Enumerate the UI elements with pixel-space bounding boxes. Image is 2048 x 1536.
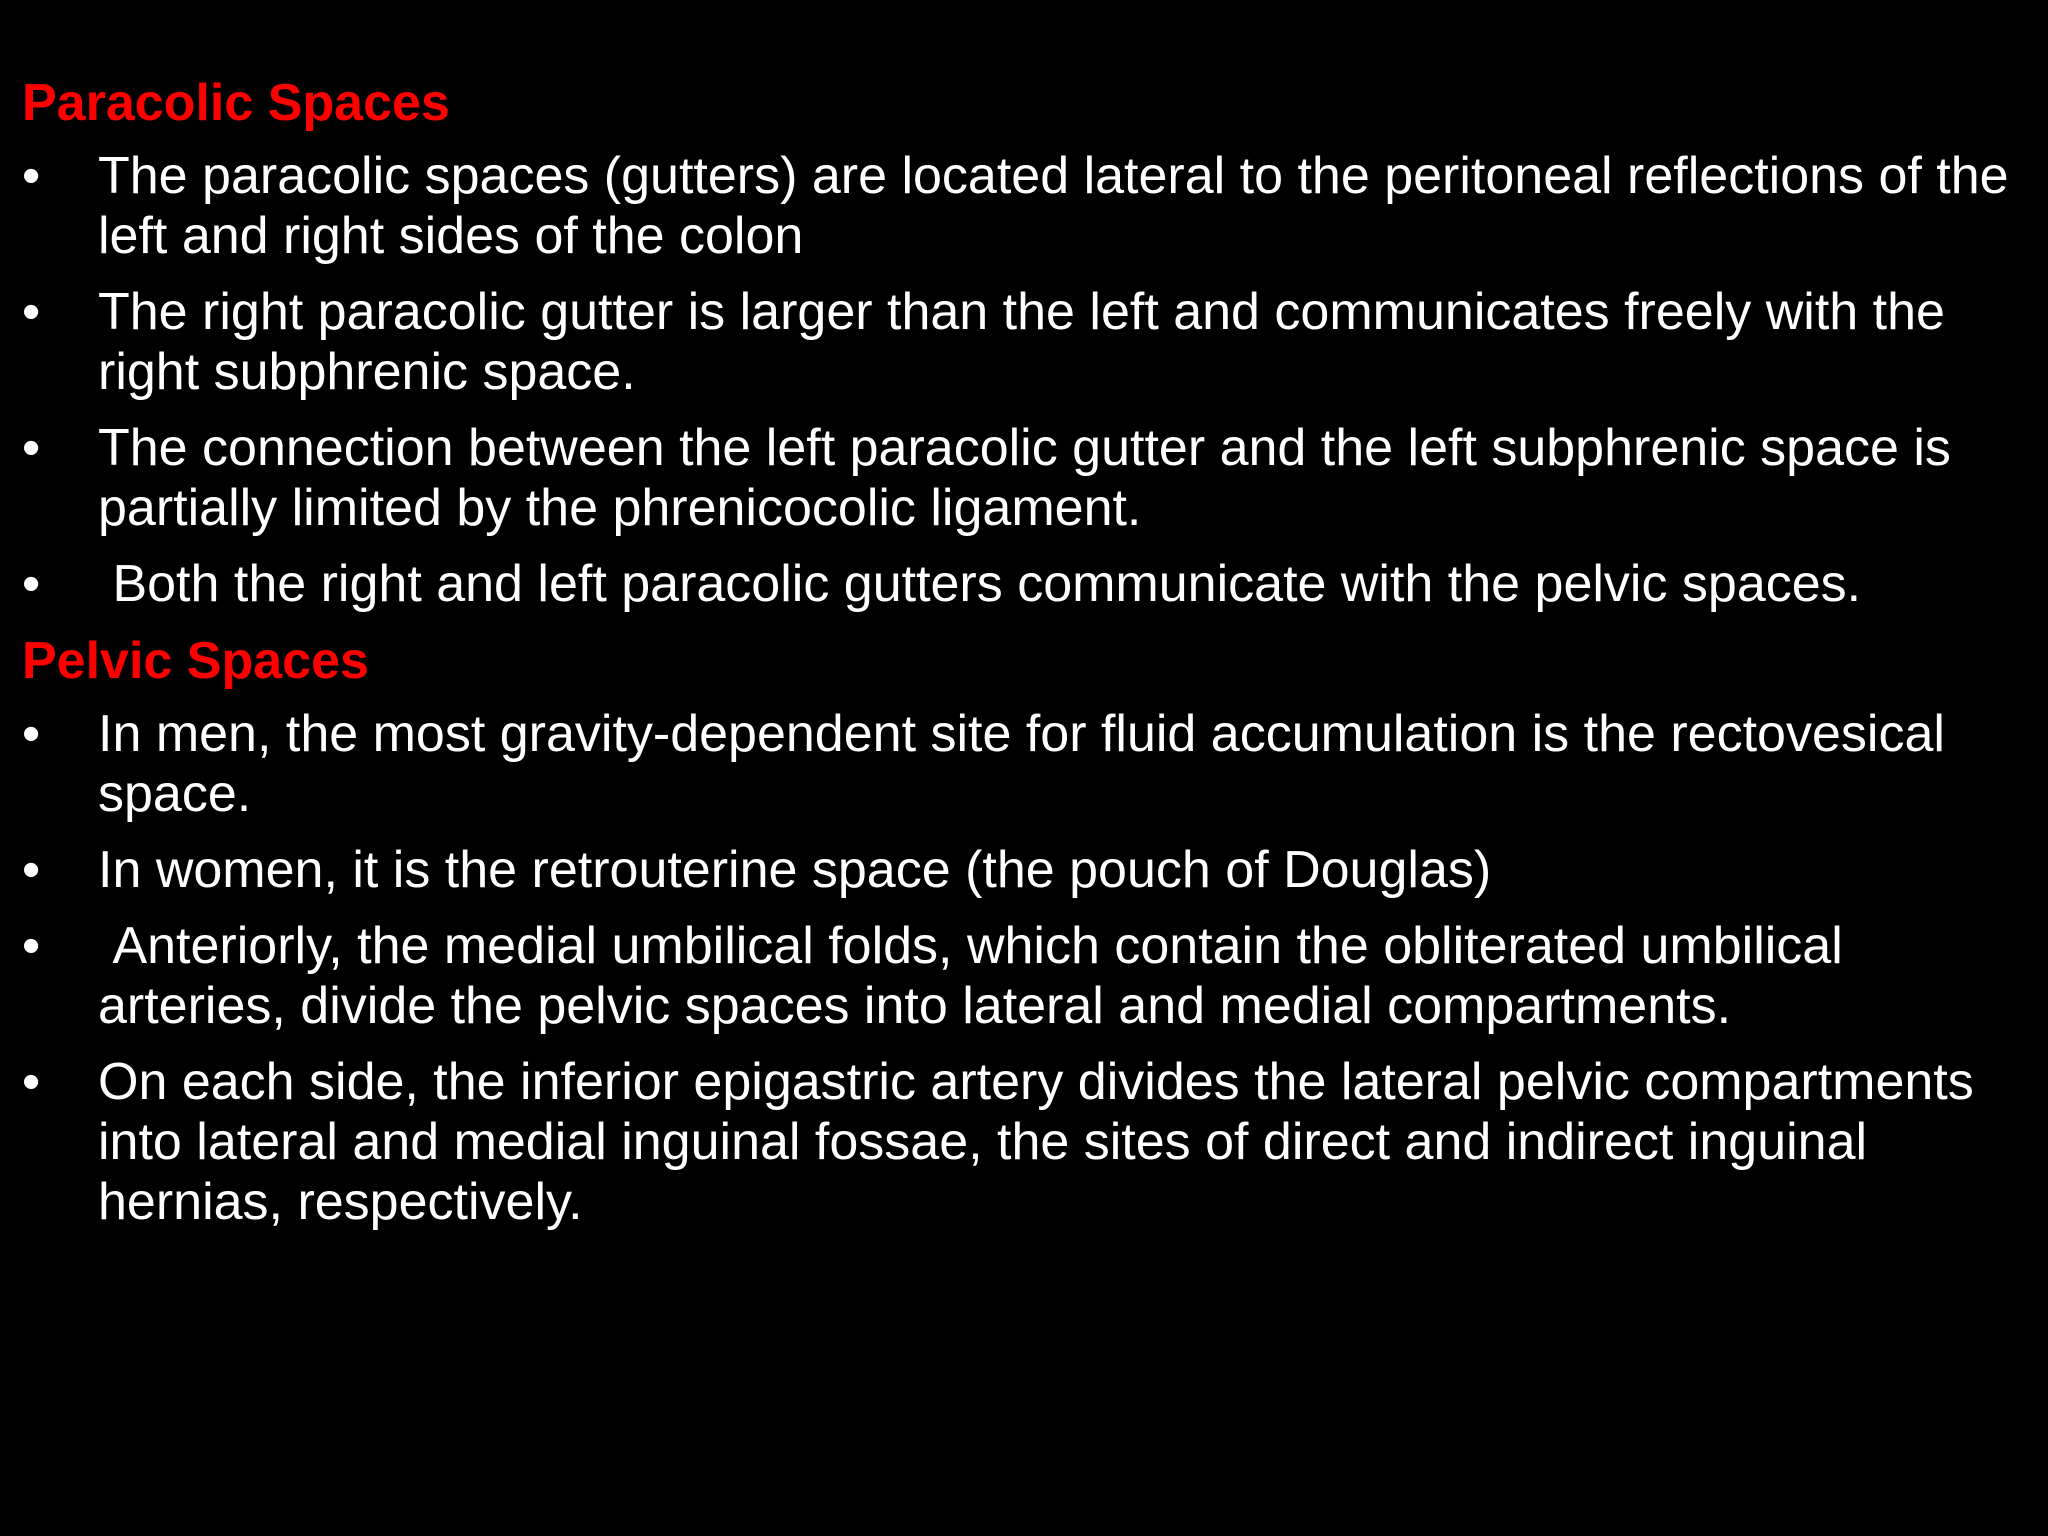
bullet-text: In women, it is the retrouterine space (the pouch of Douglas) <box>98 841 1492 899</box>
list-item <box>22 916 2032 1036</box>
list-item <box>22 704 2032 824</box>
list-item <box>22 418 2032 538</box>
bullet-icon: • <box>22 841 41 899</box>
list-item <box>22 1052 2032 1232</box>
bullet-icon: • <box>22 283 41 341</box>
bullet-text: In men, the most gravity-dependent site for fluid accumulation is the rectovesical space. <box>98 705 1945 823</box>
list-item <box>22 554 2032 614</box>
bullet-icon: • <box>22 419 41 477</box>
bullet-text: The paracolic spaces (gutters) are located lateral to the peritoneal reflections of the left and right sides of the colon <box>98 147 2009 265</box>
bullet-text: Anteriorly, the medial umbilical folds, which contain the obliterated umbilical arteries, divide the pelvic spaces into lateral and medial compartments. <box>98 917 1858 1035</box>
bullet-list-pelvic-spaces <box>22 704 2032 1232</box>
section-heading-pelvic-spaces: Pelvic Spaces <box>22 632 369 690</box>
list-item <box>22 146 2032 266</box>
list-item <box>22 840 2032 900</box>
list-item <box>22 282 2032 402</box>
section-heading-paracolic-spaces: Paracolic Spaces <box>22 74 450 132</box>
bullet-text: The connection between the left paracolic gutter and the left subphrenic space is partially limited by the phrenicocolic ligament. <box>98 419 1951 537</box>
bullet-text: On each side, the inferior epigastric artery divides the lateral pelvic compartments into lateral and medial inguinal fossae, the sites of direct and indirect inguinal hernias, respectively. <box>98 1053 1974 1231</box>
bullet-icon: • <box>22 917 41 975</box>
slide-content <box>22 72 2032 1248</box>
bullet-text: Both the right and left paracolic gutters communicate with the pelvic spaces. <box>98 555 1862 613</box>
bullet-icon: • <box>22 705 41 763</box>
bullet-list-paracolic-spaces <box>22 146 2032 614</box>
bullet-icon: • <box>22 1053 41 1111</box>
bullet-icon: • <box>22 555 41 613</box>
bullet-text: The right paracolic gutter is larger than the left and communicates freely with the right subphrenic space. <box>98 283 1945 401</box>
bullet-icon: • <box>22 147 41 205</box>
